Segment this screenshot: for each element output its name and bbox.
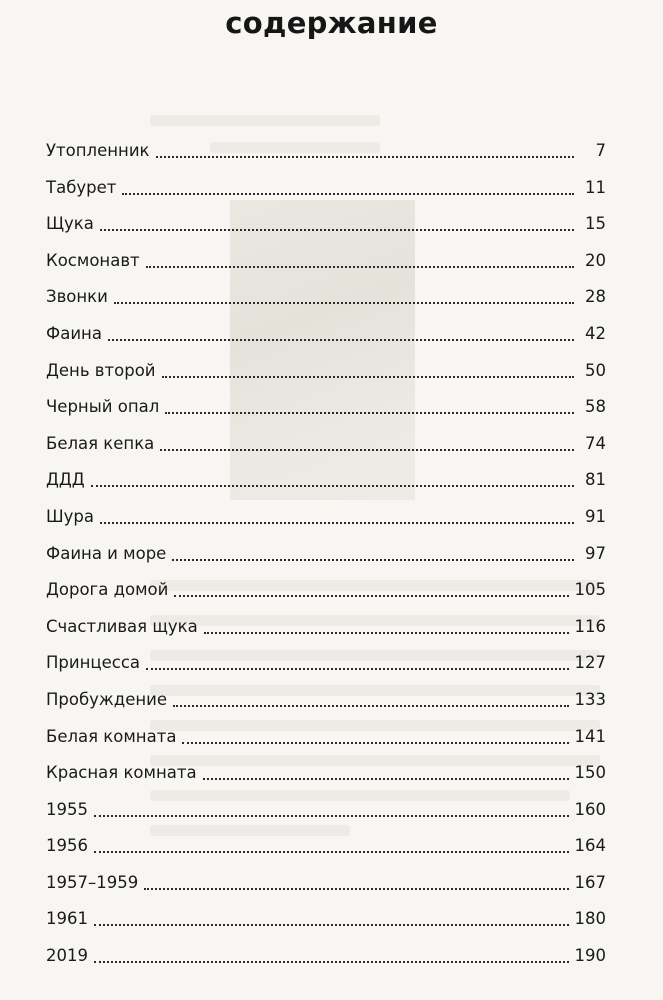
toc-entry-page-number: 7 [595, 141, 606, 160]
dot-leader [204, 632, 569, 634]
toc-entry-title: 1957–1959 [46, 872, 139, 892]
dot-leader [146, 266, 574, 268]
toc-entry [46, 759, 606, 785]
toc-entry-title: Фаина и море [46, 543, 167, 563]
toc-entry-title: 1956 [46, 836, 88, 856]
toc-entry [46, 832, 606, 858]
dot-leader [114, 302, 574, 304]
toc-entry-title: Шура [46, 506, 94, 526]
dot-leader [162, 376, 574, 378]
toc-entry-title: Звонки [46, 287, 108, 307]
toc-entry [46, 174, 606, 200]
toc-entry-page-number: 11 [585, 177, 606, 197]
toc-entry-page-number: 28 [585, 287, 606, 307]
toc-entry [46, 869, 606, 895]
page-heading: содержание [225, 6, 438, 40]
toc-entry-title: Белая комната [46, 726, 177, 746]
toc-entry [46, 796, 606, 822]
toc-entry-title: Табурет [46, 177, 117, 197]
toc-entry-page-number: 141 [574, 726, 606, 746]
toc-entry-page-number: 91 [585, 506, 606, 526]
toc-entry-page-number: 160 [574, 799, 606, 819]
dot-leader [100, 229, 574, 231]
dot-leader [108, 339, 574, 341]
toc-entry [46, 649, 606, 675]
toc-entry-title: 1961 [46, 909, 88, 929]
toc-entry [46, 210, 606, 236]
toc-entry-page-number: 133 [574, 689, 606, 709]
toc-entry-page-number: 190 [574, 946, 606, 966]
toc-entry [46, 723, 606, 749]
toc-entry-title: Космонавт [46, 250, 140, 270]
toc-entry-page-number: 105 [574, 580, 606, 600]
toc-entry-title: Красная комната [46, 763, 197, 783]
toc-entry [46, 283, 606, 309]
toc-entry-title: Фаина [46, 323, 102, 343]
toc-entry [46, 466, 606, 492]
toc-entry [46, 357, 606, 383]
dot-leader [94, 924, 569, 926]
toc-entry-title: Пробуждение [46, 689, 168, 709]
dot-leader [146, 668, 568, 670]
toc-entry [46, 503, 606, 529]
toc-entry-page-number: 58 [585, 397, 606, 417]
toc-entry-page-number: 50 [585, 360, 606, 380]
toc-entry-page-number: 164 [574, 836, 606, 856]
toc-entry [46, 430, 606, 456]
toc-entry-page-number: 74 [585, 433, 606, 453]
toc-entry-title: ДДД [46, 470, 85, 490]
toc-entry-title: Принцесса [46, 653, 141, 673]
dot-leader [203, 778, 569, 780]
dot-leader [94, 851, 569, 853]
toc-entry-page-number: 127 [574, 653, 606, 673]
toc-entry-title: Утопленник [46, 141, 150, 160]
toc-entry-page-number: 150 [574, 763, 606, 783]
toc-entry-title: 1955 [46, 799, 88, 819]
toc-entry-title: 2019 [46, 946, 88, 966]
toc-entry [46, 393, 606, 419]
toc-entry [46, 320, 606, 346]
toc-entry-page-number: 20 [585, 250, 606, 270]
table-of-contents [46, 137, 606, 979]
dot-leader [174, 595, 568, 597]
toc-entry-page-number: 167 [574, 872, 606, 892]
toc-entry [46, 137, 606, 163]
dot-leader [94, 961, 569, 963]
toc-entry [46, 540, 606, 566]
toc-entry [46, 247, 606, 273]
toc-entry [46, 905, 606, 931]
toc-entry-page-number: 116 [574, 616, 606, 636]
dot-leader [173, 705, 568, 707]
toc-entry-title: Черный опал [46, 397, 160, 417]
dot-leader [94, 815, 569, 817]
toc-entry [46, 942, 606, 968]
toc-entry-title: Белая кепка [46, 433, 155, 453]
toc-entry-title: Счастливая щука [46, 616, 198, 636]
toc-entry [46, 686, 606, 712]
toc-entry-page-number: 81 [585, 470, 606, 490]
dot-leader [182, 742, 568, 744]
toc-entry-title: День второй [46, 360, 156, 380]
dot-leader [156, 156, 574, 158]
dot-leader [91, 485, 574, 487]
dot-leader [165, 412, 574, 414]
toc-entry-title: Дорога домой [46, 580, 169, 600]
dot-leader [144, 888, 568, 890]
toc-entry-title: Щука [46, 214, 94, 234]
dot-leader [160, 449, 574, 451]
toc-entry-page-number: 97 [585, 543, 606, 563]
toc-entry-page-number: 42 [585, 323, 606, 343]
toc-entry-page-number: 15 [585, 214, 606, 234]
bleed-through-text [150, 115, 380, 126]
dot-leader [122, 193, 574, 195]
dot-leader [172, 559, 574, 561]
toc-entry [46, 576, 606, 602]
toc-entry [46, 613, 606, 639]
dot-leader [100, 522, 574, 524]
toc-entry-page-number: 180 [574, 909, 606, 929]
